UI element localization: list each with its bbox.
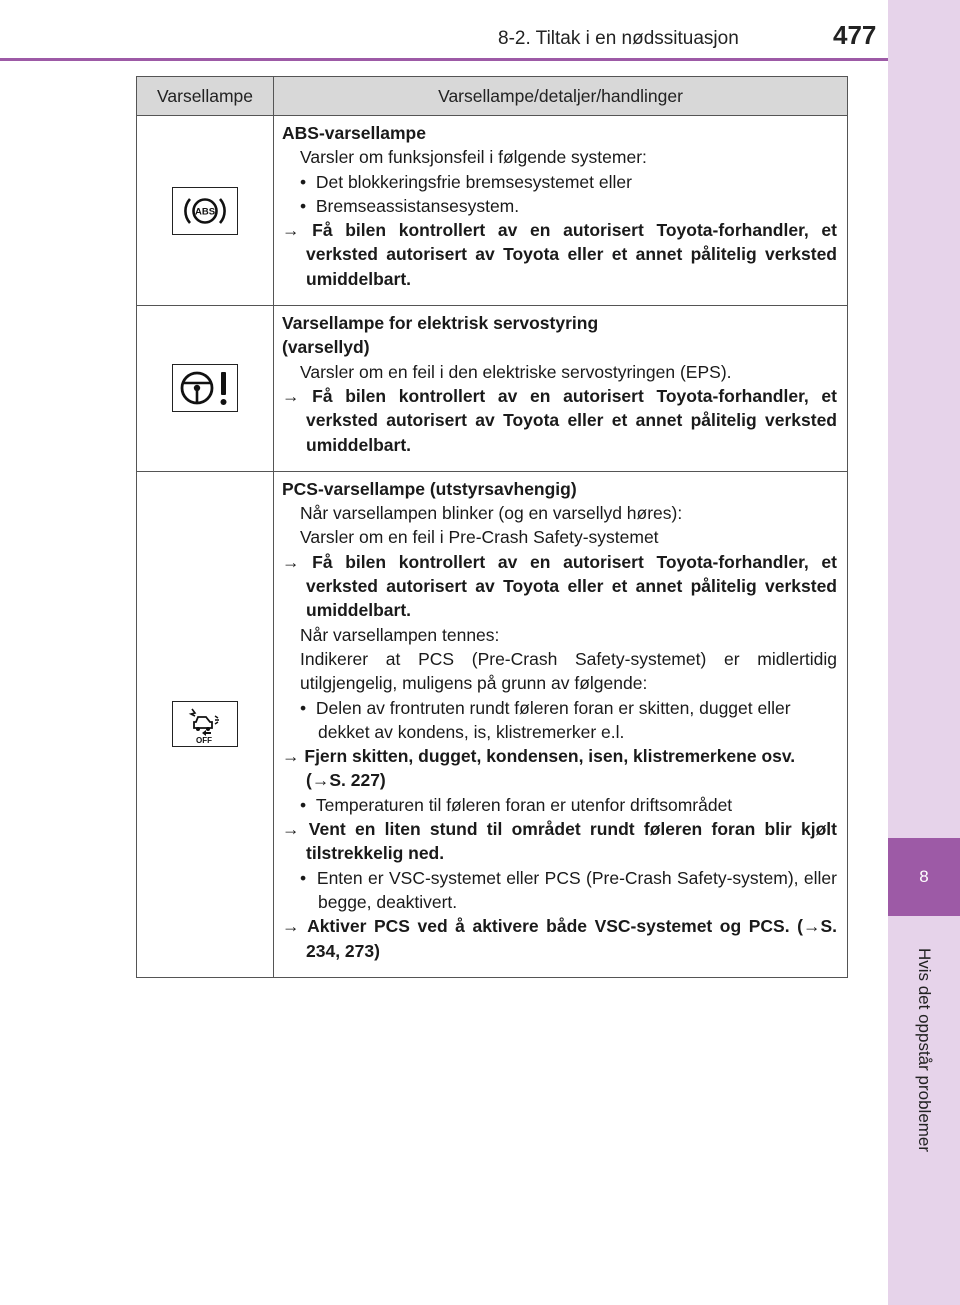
row-description: Varsler om en feil i den elektriske servostyringen (EPS). [300,361,732,382]
action-text: → Få bilen kontrollert av en autorisert Toyota-forhandler, et verksted autorisert av Toyota eller et annet pålitelig verksted umiddelbart. [282,220,837,289]
icon-cell [137,471,274,977]
action-text: → Få bilen kontrollert av en autorisert Toyota-forhandler, et verksted autorisert av Toyota eller et annet pålitelig verksted umiddelbart. [282,551,837,621]
action-text: → Aktiver PCS ved å aktivere både VSC-systemet og PCS. (→S. 234, 273) [282,916,837,961]
power-steering-warning-icon [172,364,238,412]
table-row [137,306,848,472]
blink-heading: Når varsellampen blinker (og en varsellyd høres): [300,503,683,524]
chapter-number: 8 [919,867,929,886]
section-title: 8-2. Tiltak i en nødssituasjon [498,28,739,49]
bullet-item: • Temperaturen til føleren foran er utenfor driftsområdet [300,794,733,815]
details-cell [274,306,848,472]
column-header-details: Varsellampe/detaljer/handlinger [274,77,848,116]
action-text: → Vent en liten stund til området rundt føleren foran blir kjølt tilstrekkelig ned. [282,819,837,864]
table-row [137,116,848,306]
header-rule [0,58,888,61]
page-number: 477 [833,20,877,50]
pcs-warning-icon [172,701,238,747]
arrow-icon: → [282,551,300,572]
warning-lights-table [136,76,848,978]
bullet-item: • Delen av frontruten rundt føleren foran er skitten, dugget eller dekket av kondens, is, klistremerker e.l. [300,697,791,742]
arrow-icon: → [282,819,300,840]
action-text: → Fjern skitten, dugget, kondensen, isen, klistremerkene osv. [282,746,796,767]
bullet-item: • Bremseassistansesystem. [300,195,520,216]
table-row [137,471,848,977]
row-title: Varsellampe for elektrisk servostyring (varsellyd) [282,313,599,358]
icon-cell [137,116,274,306]
arrow-icon: → [282,220,300,241]
page-reference: (→S. 227) [306,770,386,791]
arrow-icon: → [282,916,300,937]
row-title: PCS-varsellampe (utstyrsavhengig) [282,478,577,499]
bullet-item: • Det blokkeringsfrie bremsesystemet eller [300,171,632,192]
abs-warning-icon [172,187,238,235]
arrow-icon: → [282,385,300,406]
lit-description: Indikerer at PCS (Pre-Crash Safety-systemet) er midlertidig utilgjengelig, muligens på grunn av følgende: [300,648,837,694]
chapter-number-box [888,838,960,916]
svg-text:ABS: ABS [194,206,216,218]
table-header-row [137,77,848,116]
chapter-title: Hvis det oppstår problemer [915,947,934,1153]
column-header-lamp: Varsellampe [137,77,274,116]
svg-text:OFF: OFF [196,736,212,746]
row-title: ABS-varsellampe [282,123,426,143]
details-cell [274,471,848,977]
arrow-icon: → [802,916,821,937]
row-description: Varsler om funksjonsfeil i følgende systemer: [300,147,647,168]
icon-cell [137,306,274,472]
arrow-icon: → [311,770,330,791]
bullet-item: • Enten er VSC-systemet eller PCS (Pre-Crash Safety-system), eller begge, deaktivert. [300,867,837,912]
details-cell [274,116,848,306]
lit-heading: Når varsellampen tennes: [300,624,500,645]
arrow-icon: → [282,746,300,767]
action-text: → Få bilen kontrollert av en autorisert Toyota-forhandler, et verksted autorisert av Toyota eller et annet pålitelig verksted umiddelbart. [282,385,837,455]
blink-description: Varsler om en feil i Pre-Crash Safety-systemet [300,527,659,548]
